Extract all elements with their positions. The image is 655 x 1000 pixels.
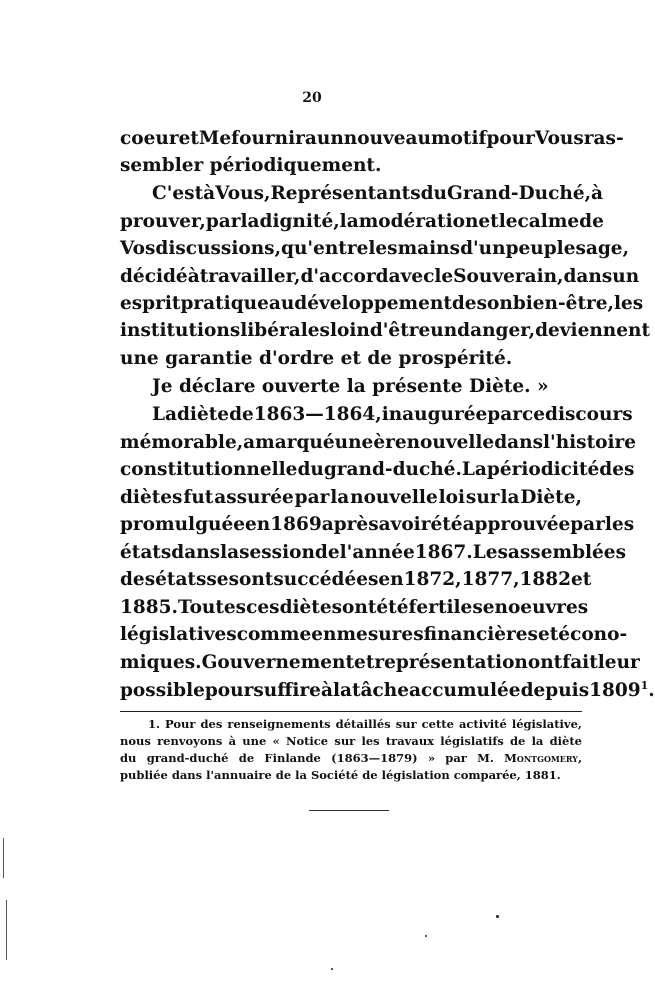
- text-line: [120, 155, 582, 177]
- word: 1869: [270, 514, 322, 535]
- word: et: [537, 624, 559, 645]
- scan-speck: [331, 968, 333, 970]
- text-line: [120, 432, 637, 454]
- word: l'histoire: [543, 432, 637, 453]
- word: comme: [236, 624, 312, 645]
- word: 1882: [519, 569, 572, 590]
- word: pratique: [180, 293, 269, 314]
- word: de: [579, 211, 604, 232]
- word: oeuvres: [507, 597, 589, 618]
- word: 1809$^1$.: [589, 678, 655, 701]
- word: dans: [171, 542, 221, 563]
- footnote-word: renseignements: [227, 717, 331, 731]
- word: danger,: [457, 320, 536, 341]
- word: dans: [563, 266, 613, 287]
- word: d'accord: [300, 266, 389, 287]
- footnote-word: des: [200, 717, 223, 731]
- word: esprit: [120, 293, 181, 314]
- word: depuis: [520, 680, 590, 701]
- text-line: [120, 266, 640, 288]
- word: et: [478, 211, 499, 232]
- text-line: [120, 348, 582, 370]
- text-line: [120, 183, 604, 205]
- text-line: [120, 404, 633, 426]
- footnote-word: activité: [458, 717, 507, 731]
- word: Toutes: [177, 597, 247, 618]
- word: modération: [358, 211, 479, 232]
- word: loi: [438, 487, 466, 508]
- text-line: [120, 238, 630, 260]
- word: Je déclare ouverte la présente Diète. »: [152, 376, 549, 397]
- text-line: [120, 624, 628, 646]
- word: fait: [562, 652, 598, 673]
- word: 1863—1864,: [253, 404, 382, 425]
- word: périodicité: [486, 459, 600, 480]
- text-line: [120, 293, 644, 315]
- footnote-word: législative,: [511, 717, 582, 731]
- text-line: [120, 678, 655, 702]
- word: travailler,: [199, 266, 301, 287]
- word: fut: [183, 487, 214, 508]
- word: qu'entre: [281, 238, 369, 259]
- word: accumulée: [409, 680, 521, 701]
- word: par: [487, 404, 522, 425]
- word: décidé: [120, 266, 188, 287]
- word: une: [334, 432, 374, 453]
- word: sont: [228, 569, 274, 590]
- word: peuple: [505, 238, 576, 259]
- word: diète: [177, 404, 230, 425]
- word: succédées: [273, 569, 379, 590]
- word: bien-être,: [512, 293, 614, 314]
- word: en: [378, 569, 404, 590]
- word: approuvée: [462, 514, 571, 535]
- footnote-word: sur: [395, 717, 417, 731]
- word: diètes: [120, 487, 183, 508]
- word: financières: [423, 624, 538, 645]
- word: de: [229, 404, 254, 425]
- word: un: [430, 320, 458, 341]
- word: à: [203, 183, 216, 204]
- word: miques.: [120, 652, 202, 673]
- footnote-word: Montgomery,: [504, 751, 582, 765]
- word: états: [155, 569, 207, 590]
- word: des: [120, 569, 156, 590]
- word: la: [330, 487, 350, 508]
- word: fournira: [231, 128, 317, 149]
- word: législatives: [120, 624, 237, 645]
- footnote-reference: 1: [640, 678, 649, 692]
- word: été: [376, 597, 409, 618]
- word: session: [239, 542, 315, 563]
- word: marqué: [255, 432, 335, 453]
- text-line: [120, 376, 582, 398]
- word: états: [120, 542, 172, 563]
- word: les: [368, 238, 398, 259]
- footnote-word: Finlande: [264, 751, 321, 765]
- word: d'un: [460, 238, 506, 259]
- text-line: [120, 514, 635, 536]
- word: avec: [388, 266, 435, 287]
- word: grand-duché.: [323, 459, 462, 480]
- word: en: [482, 597, 508, 618]
- word: ras-: [583, 128, 624, 149]
- word: et: [354, 652, 375, 673]
- end-ornament-rule: [309, 810, 389, 811]
- word: diètes: [279, 597, 343, 618]
- scan-speck: [425, 935, 427, 937]
- text-line: [120, 459, 635, 481]
- footnote-word: renvoyons: [157, 734, 223, 748]
- footnote-word: grand-duché: [146, 751, 229, 765]
- word: le: [434, 266, 454, 287]
- word: Souverain,: [453, 266, 564, 287]
- word: Vous,: [215, 183, 271, 204]
- word: pour: [486, 128, 535, 149]
- text-line: [120, 487, 582, 509]
- footnote-word: du: [120, 751, 137, 765]
- footnote-word: diète: [549, 734, 582, 748]
- word: l'année: [339, 542, 415, 563]
- footnote-word: la: [531, 734, 544, 748]
- word: inaugurée: [381, 404, 488, 425]
- word: développement: [294, 293, 452, 314]
- word: Diète,: [520, 487, 582, 508]
- word: les: [613, 293, 644, 314]
- footnote-word: à: [228, 734, 237, 748]
- word: fertiles: [408, 597, 483, 618]
- word: par: [205, 211, 241, 232]
- word: discours: [545, 404, 633, 425]
- scan-edge-mark: [6, 900, 7, 960]
- footnote-word: travaux: [385, 734, 435, 748]
- footnote-word: M.: [477, 751, 494, 765]
- footnote-word: 1.: [148, 717, 161, 731]
- footnote-line: [120, 767, 582, 783]
- word: du: [297, 459, 324, 480]
- word: se: [206, 569, 229, 590]
- word: représentation: [374, 652, 528, 673]
- word: sembler périodiquement.: [120, 155, 382, 176]
- word: promulguée: [120, 514, 246, 535]
- footnote-line: [120, 716, 582, 732]
- footnote-word: une: [242, 734, 267, 748]
- word: assemblées: [507, 542, 626, 563]
- text-line: [120, 569, 592, 591]
- word: des: [599, 459, 635, 480]
- word: nouvelle: [350, 487, 438, 508]
- word: d'être: [369, 320, 431, 341]
- word: nouveau: [343, 128, 431, 149]
- footnote-word: sur: [334, 734, 356, 748]
- footnote-word: »: [427, 751, 436, 765]
- footnote-word: de: [238, 751, 255, 765]
- word: La: [152, 404, 177, 425]
- word: mémorable,: [120, 432, 244, 453]
- word: un: [612, 266, 640, 287]
- word: sage,: [575, 238, 630, 259]
- word: la: [500, 487, 520, 508]
- word: Grand-Duché,: [447, 183, 592, 204]
- text-line: [120, 597, 589, 619]
- word: la: [240, 211, 260, 232]
- word: à: [591, 183, 604, 204]
- footnote-word: nous: [120, 734, 151, 748]
- footnote-line: [120, 750, 582, 766]
- word: par: [570, 514, 605, 535]
- footnote-word: les: [361, 734, 380, 748]
- word: Me: [198, 128, 232, 149]
- word: tâche: [351, 680, 410, 701]
- word: de: [314, 542, 340, 563]
- footnote-word: (1863—1879): [331, 751, 418, 765]
- word: loin: [329, 320, 370, 341]
- text-line: [120, 128, 624, 150]
- word: un: [316, 128, 344, 149]
- word: possible: [120, 680, 205, 701]
- word: discussions,: [155, 238, 282, 259]
- footnote-word: Notice: [285, 734, 329, 748]
- word: une garantie d'ordre et de prospérité.: [120, 348, 513, 369]
- word: institutions: [120, 320, 241, 341]
- word: Gouvernement: [201, 652, 355, 673]
- word: ces: [246, 597, 280, 618]
- word: sur: [465, 487, 500, 508]
- word: libérales: [240, 320, 330, 341]
- word: La: [461, 459, 487, 480]
- word: motif: [430, 128, 487, 149]
- word: 1877,: [461, 569, 520, 590]
- footnote-separator: [120, 711, 582, 712]
- word: Vos: [120, 238, 156, 259]
- word: ont: [527, 652, 563, 673]
- word: dignité,: [259, 211, 340, 232]
- word: à: [320, 680, 333, 701]
- word: 1867.: [414, 542, 473, 563]
- word: en: [245, 514, 271, 535]
- word: et: [571, 569, 592, 590]
- word: par: [294, 487, 330, 508]
- word: a: [243, 432, 256, 453]
- word: la: [339, 211, 359, 232]
- word: la: [332, 680, 352, 701]
- word: nouvelle: [406, 432, 495, 453]
- text-line: [120, 320, 651, 342]
- word: les: [604, 514, 635, 535]
- footnote-word: législatifs: [440, 734, 504, 748]
- text-line: [120, 542, 626, 564]
- word: calme: [517, 211, 580, 232]
- footnote-word: publiée dans l'annuaire de la Société de législation comparée, 1881.: [120, 768, 561, 782]
- word: du: [420, 183, 448, 204]
- word: avoir: [378, 514, 431, 535]
- word: prouver,: [120, 211, 206, 232]
- word: Vous: [534, 128, 584, 149]
- word: deviennent: [535, 320, 651, 341]
- word: dans: [494, 432, 543, 453]
- word: ce: [521, 404, 546, 425]
- word: mains: [397, 238, 461, 259]
- word: Les: [472, 542, 508, 563]
- footnote-word: de: [509, 734, 526, 748]
- word: après: [321, 514, 379, 535]
- word: mesures: [336, 624, 424, 645]
- word: la: [220, 542, 240, 563]
- scan-edge-mark: [3, 838, 4, 878]
- word: C'est: [152, 183, 204, 204]
- footnote-word: cette: [421, 717, 454, 731]
- word: suffire: [253, 680, 321, 701]
- word: le: [498, 211, 518, 232]
- word: ère: [373, 432, 407, 453]
- word: de: [451, 293, 477, 314]
- footnote-line: [120, 733, 582, 749]
- text-line: [120, 211, 604, 233]
- word: assurée: [214, 487, 294, 508]
- word: écono-: [558, 624, 628, 645]
- text-line: [120, 652, 640, 674]
- word: en: [311, 624, 337, 645]
- word: coeur: [120, 128, 179, 149]
- footnote-word: par: [445, 751, 467, 765]
- word: ont: [342, 597, 377, 618]
- word: et: [178, 128, 199, 149]
- word: au: [268, 293, 295, 314]
- word: son: [476, 293, 513, 314]
- word: constitutionnelle: [120, 459, 298, 480]
- word: 1872,: [403, 569, 462, 590]
- word: leur: [597, 652, 640, 673]
- footnote-word: détaillés: [335, 717, 391, 731]
- footnote-word: Pour: [165, 717, 196, 731]
- scan-speck: [496, 915, 499, 918]
- word: été: [430, 514, 463, 535]
- footnote-word: «: [272, 734, 280, 748]
- word: à: [187, 266, 200, 287]
- word: pour: [204, 680, 254, 701]
- page-number: 20: [302, 90, 322, 106]
- word: 1885.: [120, 597, 178, 618]
- word: Représentants: [270, 183, 421, 204]
